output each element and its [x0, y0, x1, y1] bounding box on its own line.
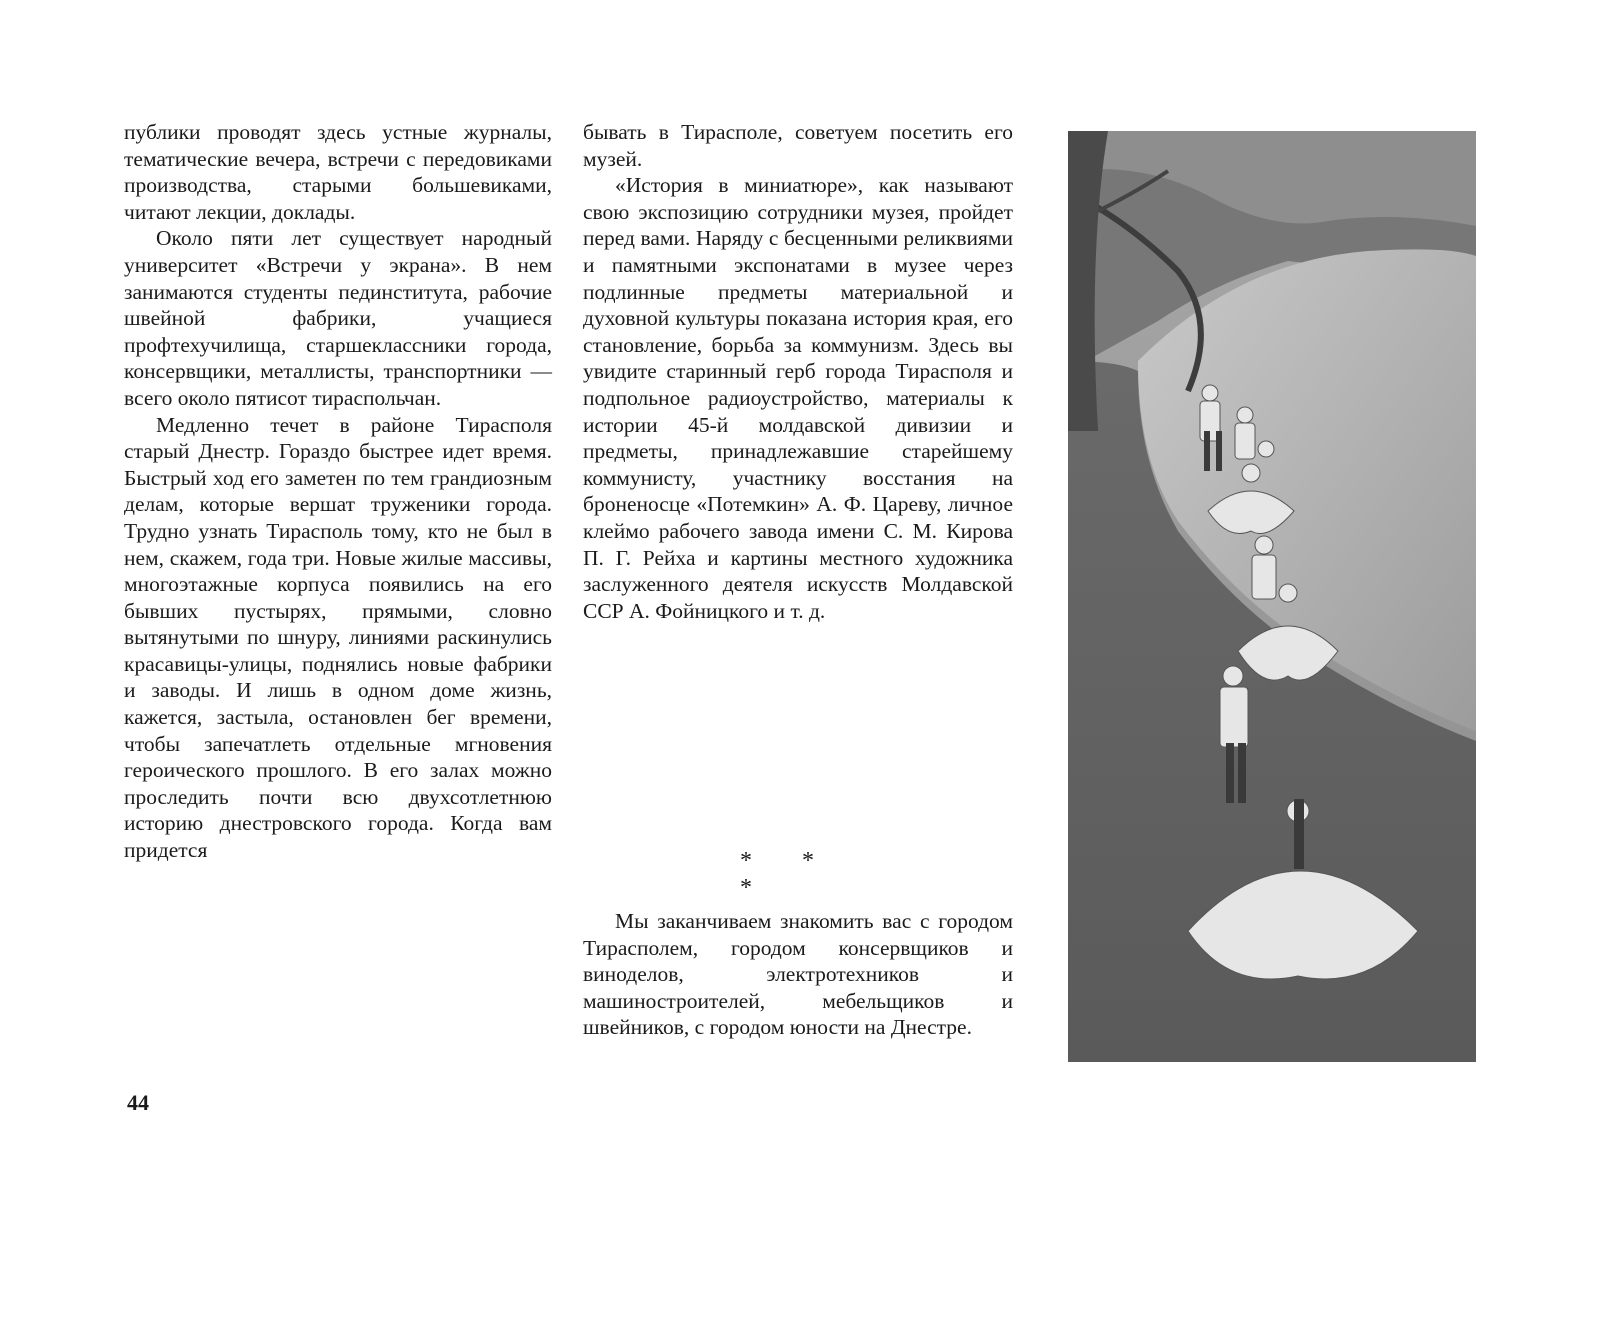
page-number: 44	[127, 1090, 149, 1115]
text-column-left	[124, 119, 552, 864]
paragraph: «История в миниатюре», как называют свою экспозицию сотрудники музея, пройдет перед вами. Наряду с бесценными реликвиями и памятными экспонатами в музее через подлинные предметы материальной и духовной культуры показана история края, его становление, борьба за коммунизм. Здесь вы увидите старинный герб города Тирасполя и подпольное радиоустройство, материалы к истории 45-й молдавской дивизии и предметы, принадлежавшие старейшему коммунисту, участнику восстания на броненосце «Потемкин» А. Ф. Цареву, личное клеймо рабочего завода имени С. М. Кирова П. Г. Рейха и картины местного художника заслуженного деятеля искусств Молдавской ССР А. Фойницкого и т. д.	[583, 173, 1013, 623]
paragraph: Мы заканчиваем знакомить вас с городом Тирасполем, городом консервщиков и виноделов, электротехников и машиностроителей, мебельщиков и швейников, с городом юности на Днестре.	[583, 909, 1013, 1040]
paragraph: бывать в Тирасполе, советуем посетить его музей.	[583, 120, 1013, 171]
photo-illustration	[1068, 131, 1476, 1062]
paragraph: Около пяти лет существует народный университет «Встречи у экрана». В нем занимаются студенты пединститута, рабочие швейной фабрики, учащиеся профтехучилища, старшеклассники города, консервщики, металлисты, транспортники — всего около пятисот тираспольчан.	[124, 226, 552, 410]
paragraph: публики проводят здесь устные журналы, тематические вечера, встречи с передовиками производства, старыми большевиками, читают лекции, доклады.	[124, 120, 552, 224]
section-separator: * * *	[740, 848, 836, 901]
text-column-middle-final	[583, 908, 1013, 1041]
text-column-middle	[583, 119, 1013, 624]
paragraph: Медленно течет в районе Тирасполя старый Днестр. Гораздо быстрее идет время. Быстрый ход его заметен по тем грандиозным делам, которые вершат труженики города. Трудно узнать Тирасполь тому, кто не был в нем, скажем, года три. Новые жилые массивы, многоэтажные корпуса появились на его бывших пустырях, прямыми, словно вытянутыми по шнуру, линиями раскинулись красавицы-улицы, поднялись новые фабрики и заводы. И лишь в одном доме жизнь, кажется, застыла, остановлен бег времени, чтобы запечатлеть отдельные мгновения героического прошлого. В его залах можно проследить почти всю двухсотлетнюю историю днестровского города. Когда вам придется	[124, 412, 552, 863]
photo-folk-dancers	[1068, 131, 1476, 1062]
